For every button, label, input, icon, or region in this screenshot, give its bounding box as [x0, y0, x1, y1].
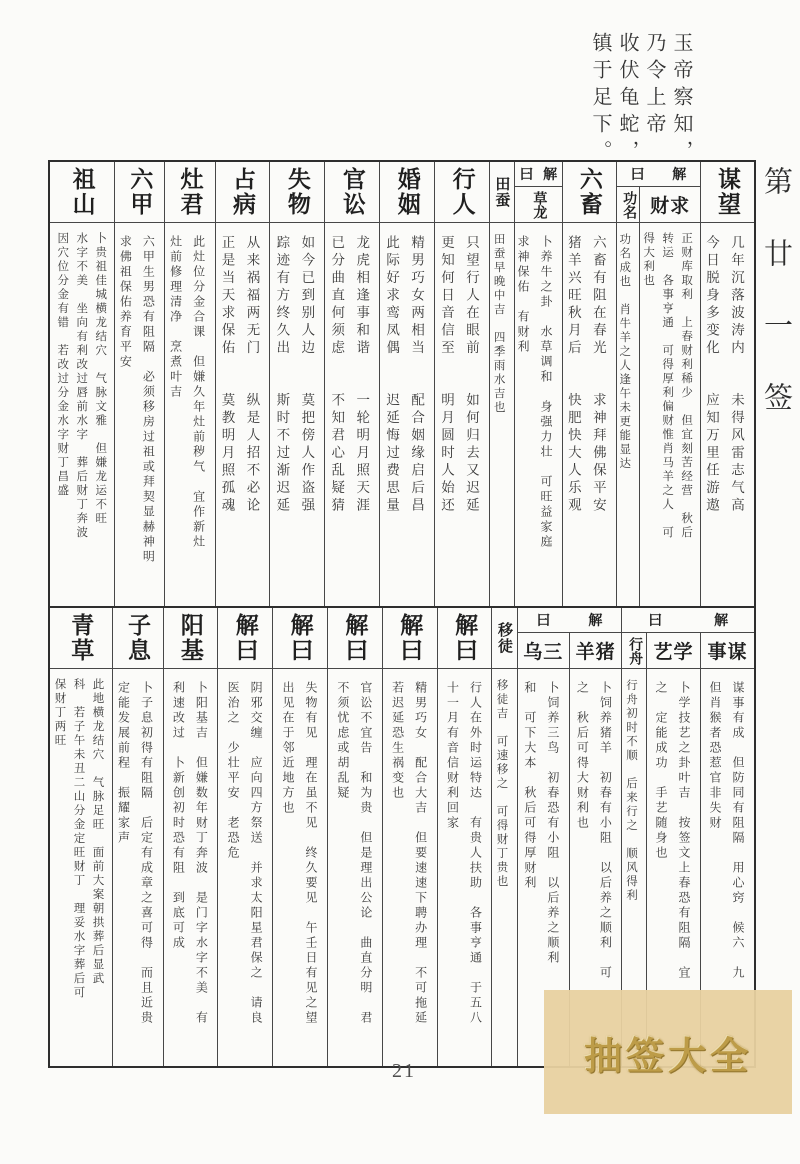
text-line: 因穴位分金有错 若改过分金水字财丁昌盛 — [56, 232, 69, 498]
content-jie-hunyin — [383, 669, 437, 1066]
text-line: 求佛祖保佑养育平安 — [118, 235, 133, 370]
column-jie-shiwu — [272, 608, 327, 1066]
header-xingzhou: 行舟 — [622, 633, 646, 669]
jieyue-strip — [518, 608, 622, 633]
text-line: 卜养牛之卦 水草调和 身强力壮 可旺益家庭 — [538, 235, 553, 550]
column-mouwang — [700, 162, 754, 606]
column-qiucai — [639, 187, 700, 606]
column-jie-xingren — [437, 608, 492, 1066]
text-line: 出见在于邻近地方也 — [280, 681, 295, 816]
top-note — [586, 32, 694, 174]
sub-columns — [617, 187, 700, 606]
header-caolong: 草龙 — [515, 187, 562, 223]
text-line: 精男巧女两相当 配合姻缘启后昌 — [409, 235, 425, 515]
content-guansong — [325, 223, 379, 606]
sub-columns — [515, 187, 562, 606]
strip-char: 曰 — [519, 168, 534, 183]
text-line: 官讼不宜告 和为贵 但是理出公论 曲直分明 君 — [358, 681, 373, 1026]
text-line: 移徒吉 可速移之 可得财丁贵也 — [495, 679, 508, 889]
content-zhanbing — [216, 223, 270, 606]
fortune-table — [48, 160, 756, 1068]
text-line: 从来祸福两无门 纵是人招不必论 — [244, 235, 260, 515]
column-zhanbing — [215, 162, 270, 606]
text-line: 精男巧女 配合大吉 但要速速下聘办理 不可拖延 — [413, 681, 428, 1026]
header-mouwang: 谋望 — [701, 162, 754, 223]
column-shiwu — [269, 162, 324, 606]
strip-char: 解 — [588, 614, 603, 629]
jieyue-strip — [622, 608, 754, 633]
column-gongming — [617, 187, 639, 606]
text-line: 卜阳基吉 但嫌数年财丁奔波 是门字水字不美 有 — [194, 681, 209, 1026]
header-liujia: 六甲 — [115, 162, 164, 223]
content-jie-zhanbing — [218, 669, 272, 1066]
text-line: 十一月有音信财利回家 — [445, 681, 460, 831]
text-line: 功名成也 肖牛羊之人逢午未更能显达 — [618, 233, 631, 471]
text-line: 利速改过 卜新创初时恐有阻 到底可成 — [171, 681, 186, 951]
column-jie-hunyin — [382, 608, 437, 1066]
header-jie-xingren: 解曰 — [438, 608, 492, 669]
text-line: 此际好求鸾凤偶 迟延悔过费思量 — [384, 235, 400, 515]
content-jie-guansong — [328, 669, 382, 1066]
column-jie-guansong — [327, 608, 382, 1066]
watermark-text: 抽签大全 — [583, 1035, 752, 1078]
column-tiancan — [489, 162, 514, 606]
header-qiucai: 财求 — [640, 187, 700, 223]
header-hunyin: 婚姻 — [380, 162, 434, 223]
header-zaojun: 灶君 — [165, 162, 214, 223]
text-line: 灶前修理清净 烹煮叶吉 — [168, 235, 183, 400]
text-line: 水字不美 坐向有利改过唇前水字 葬后财丁奔波 — [75, 232, 88, 540]
content-tiancan — [490, 223, 514, 606]
text-line: 此地横龙结穴 气脉足旺 面前大案朝拱葬后显武 — [91, 678, 104, 986]
text-line: 得大利也 — [642, 232, 655, 288]
text-line: 定能发展前程 振耀家声 — [116, 681, 131, 846]
text-line: 阴邪交缠 应向四方祭送 并求太阳星君保之 请良 — [249, 681, 264, 1026]
text-line: 卜饲养三鸟 初春恐有小阻 以后养之顺利 — [545, 681, 560, 966]
content-jie-xingren — [438, 669, 492, 1066]
column-xingren — [434, 162, 489, 606]
content-gongming — [617, 223, 639, 606]
text-line: 几年沉落波涛内 未得风雷志气高 — [729, 235, 744, 515]
text-line: 之 秋后可得大财利也 — [575, 681, 590, 831]
text-line: 但肖猴者恐惹官非失财 — [708, 681, 722, 831]
header-jie-shiwu: 解曰 — [273, 608, 327, 669]
content-zushan — [50, 223, 114, 606]
content-zaojun — [165, 223, 214, 606]
strip-char: 曰 — [648, 614, 663, 629]
header-gongming: 功名 — [617, 187, 639, 223]
header-moushi: 事谋 — [701, 633, 754, 669]
header-xueyi: 艺学 — [647, 633, 700, 669]
content-liuchu — [563, 223, 616, 606]
header-qingcao: 青草 — [50, 608, 112, 669]
text-line: 更知何日音信至 明月圆时人始还 — [439, 235, 455, 515]
header-tiancan: 田蚕 — [490, 162, 514, 223]
top-note-line: 收伏龟蛇， — [616, 32, 638, 167]
header-group-jie-caiqiu-gongming — [616, 162, 700, 606]
header-zixi: 子息 — [113, 608, 163, 669]
column-hunyin — [379, 162, 434, 606]
text-line: 医治之 少壮平安 老恐危 — [226, 681, 241, 861]
content-jie-shiwu — [273, 669, 327, 1066]
text-line: 转运 各事亨通 可得厚利偏财惟肖马羊之人 可 — [661, 232, 674, 540]
text-line: 谋事有成 但防同有阻隔 用心窍 候六 九 — [731, 681, 745, 981]
content-qingcao — [50, 669, 112, 1066]
header-liuchu: 六畜 — [563, 162, 616, 223]
header-zhanbing: 占病 — [216, 162, 270, 223]
header-zhuyang: 羊猪 — [570, 633, 621, 669]
strip-char: 曰 — [536, 614, 551, 629]
text-line: 之 定能成功 手艺随身也 — [653, 681, 668, 861]
text-line: 卜饲养猪羊 初春有小阻 以后养之顺利 可 — [598, 681, 613, 981]
header-jie-guansong: 解曰 — [328, 608, 382, 669]
text-line: 只望行人在眼前 如何归去又迟延 — [464, 235, 480, 515]
text-line: 保财丁两旺 — [53, 678, 66, 748]
content-shiwu — [270, 223, 324, 606]
watermark-box — [544, 990, 792, 1114]
column-jie-zhanbing — [217, 608, 272, 1066]
content-liujia — [115, 223, 164, 606]
column-qingcao — [50, 608, 112, 1066]
header-yangji: 阳基 — [164, 608, 218, 669]
text-line: 正是当天求保佑 莫教明月照孤魂 — [219, 235, 235, 515]
text-line: 科 若子午未丑二山分金定旺财丁 理妥水字葬后可 — [72, 678, 85, 1000]
text-line: 若迟延恐生祸变也 — [390, 681, 405, 801]
strip-char: 曰 — [630, 168, 645, 183]
header-jie-hunyin: 解曰 — [383, 608, 437, 669]
text-line: 行舟初时不顺 后来行之 顺风得利 — [624, 679, 637, 903]
text-line: 今日脱身多变化 应知万里任游遨 — [704, 235, 719, 515]
text-line: 不须忧虑或胡乱疑 — [335, 681, 350, 801]
text-line: 田蚕早晚中吉 四季雨水吉也 — [492, 233, 505, 415]
content-mouwang — [701, 223, 754, 606]
column-zushan — [50, 162, 114, 606]
text-line: 六畜有阻在春光 求神拜佛保平安 — [590, 235, 606, 515]
column-liuchu — [562, 162, 616, 606]
strip-char: 解 — [672, 168, 687, 183]
text-line: 已分曲直何须虑 不知君心乱疑猜 — [329, 235, 345, 515]
content-zixi — [113, 669, 163, 1066]
content-xingren — [435, 223, 489, 606]
text-line: 卜子息初得有阻隔 后定有成章之喜可得 而且近贵 — [139, 681, 154, 1026]
header-zushan: 祖山 — [50, 162, 114, 223]
top-note-line: 乃令上帝 — [643, 32, 665, 140]
text-line: 龙虎相逢事和谐 一轮明月照天涯 — [354, 235, 370, 515]
jieyue-strip — [515, 162, 562, 187]
text-line: 卜学技艺之卦叶吉 按签文上春恐有阻隔 宜 — [676, 681, 691, 981]
text-line: 失物有见 理在虽不见 终久要见 午壬日有见之望 — [303, 681, 318, 1026]
header-jie-zhanbing: 解曰 — [218, 608, 272, 669]
column-yitu — [491, 608, 516, 1066]
content-hunyin — [380, 223, 434, 606]
sign-number-label: 第廿一签 — [760, 166, 792, 454]
column-zaojun — [164, 162, 214, 606]
content-yangji — [164, 669, 218, 1066]
strip-char: 解 — [543, 168, 558, 183]
text-line: 求神保佑 有财利 — [515, 235, 530, 355]
column-caolong — [515, 187, 562, 606]
text-line: 和 可下大本 秋后可得厚财利 — [522, 681, 537, 891]
strip-char: 解 — [714, 614, 729, 629]
column-yangji — [163, 608, 218, 1066]
text-line: 六甲生男恐有阻隔 必须移房过祖或拜契显赫神明 — [141, 235, 156, 565]
header-xingren: 行人 — [435, 162, 489, 223]
text-line: 踪迹有方终久出 斯时不过渐迟延 — [274, 235, 290, 515]
top-note-line: 玉帝察知， — [670, 32, 692, 167]
column-liujia — [114, 162, 164, 606]
header-shiwu: 失物 — [270, 162, 324, 223]
header-group-jie-caolong — [514, 162, 562, 606]
text-line: 行人在外时运特达 有贵人扶助 各事亨通 于五八 — [468, 681, 483, 1026]
content-caolong — [515, 223, 562, 606]
header-guansong: 官讼 — [325, 162, 379, 223]
content-qiucai — [640, 223, 700, 606]
header-sanniao: 乌三 — [518, 633, 569, 669]
jieyue-strip — [617, 162, 700, 187]
column-zixi — [112, 608, 163, 1066]
table-row1 — [50, 162, 754, 606]
text-line: 猪羊兴旺秋月后 快肥快大人乐观 — [565, 235, 581, 515]
text-line: 如今已到别人边 莫把傍人作盗强 — [299, 235, 315, 515]
text-line: 正财库取利 上春财利稀少 但宜刻苦经营 秋后 — [680, 232, 693, 540]
header-yitu: 移徒 — [492, 608, 516, 669]
column-guansong — [324, 162, 379, 606]
page-number: 21 — [392, 1060, 416, 1082]
content-yitu — [492, 669, 516, 1066]
text-line: 此灶位分金合课 但嫌久年灶前秽气 宜作新灶 — [191, 235, 206, 550]
text-line: 卜贵祖佳城横龙结穴 气脉文雅 但嫌龙运不旺 — [94, 232, 107, 526]
top-note-line: 镇于足下。 — [589, 32, 611, 167]
